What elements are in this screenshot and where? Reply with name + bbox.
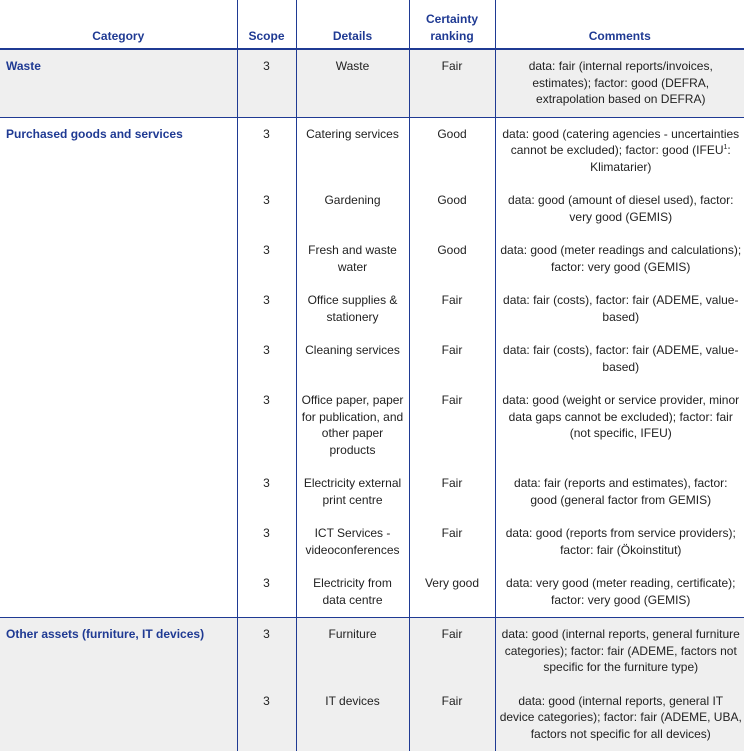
comments-cell: data: fair (costs), factor: fair (ADEME, value-based): [495, 334, 744, 384]
header-scope: Scope: [237, 0, 296, 49]
details-cell: Catering services: [296, 117, 409, 184]
certainty-cell: Good: [409, 184, 495, 234]
footnote-marker: 1: [724, 144, 728, 151]
comments-text: data: good (catering agencies - uncertainties cannot be excluded); factor: good (IFEU: [502, 127, 739, 158]
scope-cell: 3: [237, 384, 296, 467]
header-details: Details: [296, 0, 409, 49]
table-header-row: [0, 0, 744, 49]
category-cell: [0, 334, 237, 384]
table-row: [0, 234, 744, 284]
comments-cell: data: good (internal reports, general furniture categories); factor: fair (ADEME, factors not specific for the furniture type): [495, 618, 744, 685]
header-comments: Comments: [495, 0, 744, 49]
scope-cell: 3: [237, 685, 296, 751]
certainty-cell: Fair: [409, 334, 495, 384]
certainty-cell: Fair: [409, 517, 495, 567]
certainty-cell: Fair: [409, 467, 495, 517]
scope-cell: 3: [237, 184, 296, 234]
certainty-cell: Fair: [409, 618, 495, 685]
scope-cell: 3: [237, 618, 296, 685]
details-cell: ICT Services - videoconferences: [296, 517, 409, 567]
scope-cell: 3: [237, 49, 296, 117]
table-row: [0, 618, 744, 685]
comments-cell: data: good (weight or service provider, minor data gaps cannot be excluded); factor: fair (not specific, IFEU): [495, 384, 744, 467]
table-row: [0, 567, 744, 618]
certainty-cell: Fair: [409, 49, 495, 117]
category-cell: [0, 234, 237, 284]
details-cell: IT devices: [296, 685, 409, 751]
table-row: [0, 117, 744, 184]
category-cell: Other assets (furniture, IT devices): [0, 618, 237, 685]
details-cell: Office supplies & stationery: [296, 284, 409, 334]
category-cell: [0, 384, 237, 467]
category-cell: [0, 685, 237, 751]
table-row: [0, 384, 744, 467]
comments-text: : Klimatarier): [590, 143, 731, 174]
details-cell: Gardening: [296, 184, 409, 234]
table-row: [0, 517, 744, 567]
certainty-cell: Good: [409, 234, 495, 284]
details-cell: Fresh and waste water: [296, 234, 409, 284]
details-cell: Electricity external print centre: [296, 467, 409, 517]
table-row: [0, 334, 744, 384]
category-cell: [0, 284, 237, 334]
category-cell: Purchased goods and services: [0, 117, 237, 184]
scope-cell: 3: [237, 284, 296, 334]
comments-cell: data: good (internal reports, general IT device categories); factor: fair (ADEME, UBA, factors not specific for all devices): [495, 685, 744, 751]
scope-cell: 3: [237, 467, 296, 517]
scope-cell: 3: [237, 234, 296, 284]
details-cell: Cleaning services: [296, 334, 409, 384]
certainty-cell: Fair: [409, 384, 495, 467]
comments-cell: data: good (amount of diesel used), factor: very good (GEMIS): [495, 184, 744, 234]
details-cell: Furniture: [296, 618, 409, 685]
comments-cell: data: fair (internal reports/invoices, estimates); factor: good (DEFRA, extrapolation based on DEFRA): [495, 49, 744, 117]
category-cell: Waste: [0, 49, 237, 117]
certainty-cell: Fair: [409, 685, 495, 751]
comments-cell: [495, 117, 744, 184]
scope-cell: 3: [237, 117, 296, 184]
certainty-cell: Good: [409, 117, 495, 184]
scope-cell: 3: [237, 334, 296, 384]
category-cell: [0, 517, 237, 567]
comments-cell: data: good (reports from service providers); factor: fair (Ökoinstitut): [495, 517, 744, 567]
table-row: [0, 685, 744, 751]
table-row: [0, 184, 744, 234]
category-cell: [0, 567, 237, 618]
comments-cell: data: very good (meter reading, certificate); factor: very good (GEMIS): [495, 567, 744, 618]
header-certainty: Certainty ranking: [409, 0, 495, 49]
comments-cell: data: good (meter readings and calculations); factor: very good (GEMIS): [495, 234, 744, 284]
certainty-cell: Fair: [409, 284, 495, 334]
details-cell: Electricity from data centre: [296, 567, 409, 618]
table-row: [0, 49, 744, 117]
category-cell: [0, 184, 237, 234]
table-row: [0, 467, 744, 517]
category-cell: [0, 467, 237, 517]
comments-cell: data: fair (reports and estimates), factor: good (general factor from GEMIS): [495, 467, 744, 517]
scope-cell: 3: [237, 567, 296, 618]
table-row: [0, 284, 744, 334]
details-cell: Waste: [296, 49, 409, 117]
details-cell: Office paper, paper for publication, and other paper products: [296, 384, 409, 467]
comments-cell: data: fair (costs), factor: fair (ADEME, value-based): [495, 284, 744, 334]
header-category: Category: [0, 0, 237, 49]
certainty-cell: Very good: [409, 567, 495, 618]
scope-cell: 3: [237, 517, 296, 567]
